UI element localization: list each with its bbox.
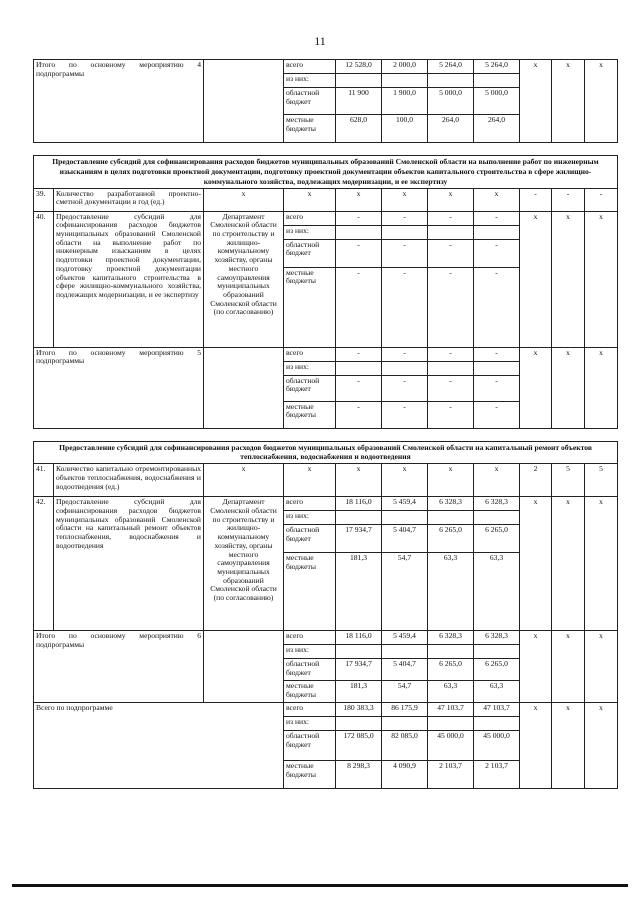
total6-label: Итого по основному мероприятию 6 подпрограммы: [34, 631, 204, 703]
table-cell: 6 328,3: [474, 497, 520, 511]
table-cell: 5 459,4: [382, 631, 428, 645]
table-cell: 1 900,0: [382, 88, 428, 115]
table-cell: 54,7: [382, 681, 428, 703]
table-cell: -: [336, 211, 382, 225]
table-cell: 2 103,7: [428, 761, 474, 789]
executor-cell: Департамент Смоленской области по строительству и жилищно-коммунальному хозяйству, органы местного самоуправления муниципальных образований Смоленской области (по согласованию): [204, 497, 284, 631]
unit-oblastnoy: областной бюджет: [284, 659, 336, 681]
table-cell: 181,3: [336, 681, 382, 703]
grand-vsego-row: [34, 703, 618, 717]
mark-cell: х: [520, 211, 552, 347]
unit-mestnye: местные бюджеты: [284, 401, 336, 428]
row-number: 41.: [34, 464, 54, 497]
table-cell: 180 383,3: [336, 703, 382, 717]
table-cell: х: [428, 188, 474, 211]
unit-iz-nih: из них:: [284, 717, 336, 731]
section-heading-6-row: [34, 441, 618, 464]
table-cell: 628,0: [336, 115, 382, 143]
table-cell: 5: [585, 464, 618, 497]
total5-vsego-row: [34, 347, 618, 361]
table-cell: х: [336, 464, 382, 497]
table-cell: -: [552, 188, 585, 211]
table-cell: 11 900: [336, 88, 382, 115]
table-cell: -: [585, 188, 618, 211]
total4-executor: [204, 60, 284, 143]
table-cell: -: [382, 347, 428, 361]
spacer-row: [34, 428, 618, 441]
table-cell: х: [284, 464, 336, 497]
table-cell: 17 934,7: [336, 659, 382, 681]
table-cell: -: [382, 211, 428, 225]
table-cell: -: [474, 267, 520, 347]
mark-cell: х: [585, 211, 618, 347]
mark-cell: х: [585, 497, 618, 631]
row-label: Количество капитально отремонтированных объектов теплоснабжения, водоснабжения и водоотведения (ед.): [54, 464, 204, 497]
unit-oblastnoy: областной бюджет: [284, 375, 336, 401]
row-label: Предоставление субсидий для софинансирования расходов бюджетов муниципальных образований Смоленской области на капитальный ремонт объектов теплоснабжения, водоснабжения и водоотведения: [54, 497, 204, 631]
mark-cell: х: [585, 703, 618, 789]
bottom-rule: [12, 884, 628, 887]
table-cell: -: [428, 267, 474, 347]
unit-mestnye: местные бюджеты: [284, 681, 336, 703]
table-cell: -: [474, 347, 520, 361]
table-cell: -: [428, 239, 474, 267]
row-41: [34, 464, 618, 497]
mark-cell: х: [520, 60, 552, 143]
mark-cell: х: [585, 631, 618, 703]
table-cell: х: [474, 188, 520, 211]
table-cell: 47 103,7: [474, 703, 520, 717]
table-cell: 54,7: [382, 553, 428, 631]
row-39: [34, 188, 618, 211]
table-cell: -: [474, 239, 520, 267]
table-cell: 6 265,0: [474, 659, 520, 681]
table-cell: 264,0: [474, 115, 520, 143]
table-cell: 5 404,7: [382, 525, 428, 553]
unit-oblastnoy: областной бюджет: [284, 239, 336, 267]
table-cell: -: [428, 375, 474, 401]
table-cell: -: [474, 375, 520, 401]
table-cell: 45 000,0: [428, 731, 474, 761]
mark-cell: х: [552, 60, 585, 143]
mark-cell: х: [552, 703, 585, 789]
table-cell: -: [382, 401, 428, 428]
table-cell: -: [428, 211, 474, 225]
total5-executor: [204, 347, 284, 428]
mark-cell: х: [552, 497, 585, 631]
mark-cell: х: [520, 703, 552, 789]
section-heading-5: Предоставление субсидий для софинансирования расходов бюджетов муниципальных образований Смоленской области на выполнение работ по инженерным изысканиям в целях подготовки проектной документации, подготовку проектной документации объектов капитального строительства в сфере жилищно-коммунального хозяйства, подлежащих модернизации, и ее экспертизу: [34, 156, 618, 189]
mark-cell: х: [520, 347, 552, 428]
table-cell: 82 085,0: [382, 731, 428, 761]
mark-cell: х: [520, 497, 552, 631]
table-cell: х: [284, 188, 336, 211]
mark-cell: х: [552, 631, 585, 703]
table-cell: х: [474, 464, 520, 497]
row-label: Предоставление субсидий для софинансирования расходов бюджетов муниципальных образований Смоленской области на выполнение работ по инженерным изысканиям в целях подготовки проектной документации, подготовку проектной документации объектов капитального строительства в сфере жилищно-коммунального хозяйства, подлежащих модернизации, и ее экспертизу: [54, 211, 204, 347]
executor-cell: Департамент Смоленской области по строительству и жилищно-коммунальному хозяйству, органы местного самоуправления муниципальных образований Смоленской области (по согласованию): [204, 211, 284, 347]
table-cell: 6 328,3: [474, 631, 520, 645]
table-cell: -: [474, 401, 520, 428]
table-cell: -: [336, 401, 382, 428]
table-cell: х: [204, 464, 284, 497]
table-cell: -: [428, 347, 474, 361]
section-heading-6: Предоставление субсидий для софинансирования расходов бюджетов муниципальных образований Смоленской области на капитальный ремонт объектов теплоснабжения, водоснабжения и водоотведения: [34, 441, 618, 464]
unit-iz-nih: из них:: [284, 361, 336, 375]
table-cell: х: [336, 188, 382, 211]
mark-cell: х: [552, 211, 585, 347]
total4-label: Итого по основному мероприятию 4 подпрограммы: [34, 60, 204, 143]
table-cell: 6 265,0: [428, 525, 474, 553]
table-cell: х: [382, 464, 428, 497]
table-cell: 86 175,9: [382, 703, 428, 717]
table-cell: 264,0: [428, 115, 474, 143]
table-cell: 45 000,0: [474, 731, 520, 761]
table-cell: 6 265,0: [474, 525, 520, 553]
table-cell: 2 000,0: [382, 60, 428, 74]
table-cell: 5 000,0: [428, 88, 474, 115]
table-cell: 12 528,0: [336, 60, 382, 74]
unit-iz-nih: из них:: [284, 225, 336, 239]
mark-cell: х: [552, 347, 585, 428]
table-cell: 8 298,3: [336, 761, 382, 789]
table-cell: 63,3: [474, 553, 520, 631]
table-cell: -: [520, 188, 552, 211]
section-heading-5-row: [34, 156, 618, 189]
table-cell: 63,3: [474, 681, 520, 703]
total6-vsego-row: [34, 631, 618, 645]
table-cell: -: [428, 401, 474, 428]
table-cell: 63,3: [428, 553, 474, 631]
row-number: 42.: [34, 497, 54, 631]
mark-cell: х: [520, 631, 552, 703]
unit-vsego: всего: [284, 497, 336, 511]
table-cell: -: [382, 375, 428, 401]
row-number: 40.: [34, 211, 54, 347]
table-cell: -: [382, 267, 428, 347]
unit-vsego: всего: [284, 347, 336, 361]
row-label: Количество разработанной проектно-сметной документации в год (ед.): [54, 188, 204, 211]
spacer-row: [34, 143, 618, 156]
unit-oblastnoy: областной бюджет: [284, 731, 336, 761]
unit-vsego: всего: [284, 211, 336, 225]
grand-total-label: Всего по подпрограмме: [34, 703, 284, 789]
table-cell: х: [428, 464, 474, 497]
table-cell: 172 085,0: [336, 731, 382, 761]
unit-oblastnoy: областной бюджет: [284, 88, 336, 115]
unit-mestnye: местные бюджеты: [284, 115, 336, 143]
table-cell: -: [336, 267, 382, 347]
table-cell: 5 000,0: [474, 88, 520, 115]
unit-mestnye: местные бюджеты: [284, 553, 336, 631]
table-cell: 18 116,0: [336, 631, 382, 645]
table-cell: 63,3: [428, 681, 474, 703]
table-cell: 6 328,3: [428, 631, 474, 645]
table-cell: 5: [552, 464, 585, 497]
table-cell: -: [474, 211, 520, 225]
table-cell: 5 264,0: [428, 60, 474, 74]
row-40-vsego: [34, 211, 618, 225]
table-cell: 5 404,7: [382, 659, 428, 681]
unit-vsego: всего: [284, 60, 336, 74]
total4-vsego-row: [34, 60, 618, 74]
table-cell: 4 090,9: [382, 761, 428, 789]
unit-mestnye: местные бюджеты: [284, 761, 336, 789]
table-cell: -: [382, 239, 428, 267]
table-cell: 181,3: [336, 553, 382, 631]
unit-oblastnoy: областной бюджет: [284, 525, 336, 553]
total6-executor: [204, 631, 284, 703]
table-cell: 100,0: [382, 115, 428, 143]
table-cell: 6 265,0: [428, 659, 474, 681]
table-cell: х: [382, 188, 428, 211]
mark-cell: х: [585, 347, 618, 428]
table-cell: -: [336, 375, 382, 401]
table-cell: 5 459,4: [382, 497, 428, 511]
table-cell: 17 934,7: [336, 525, 382, 553]
unit-iz-nih: из них:: [284, 645, 336, 659]
table-cell: х: [204, 188, 284, 211]
program-table: [33, 59, 618, 789]
table-cell: 2 103,7: [474, 761, 520, 789]
table-cell: -: [336, 347, 382, 361]
unit-vsego: всего: [284, 703, 336, 717]
total5-label: Итого по основному мероприятию 5 подпрограммы: [34, 347, 204, 428]
table-cell: 6 328,3: [428, 497, 474, 511]
table-cell: 18 116,0: [336, 497, 382, 511]
mark-cell: х: [585, 60, 618, 143]
unit-iz-nih: из них:: [284, 511, 336, 525]
table-cell: 5 264,0: [474, 60, 520, 74]
page-number: 11: [314, 34, 326, 48]
unit-mestnye: местные бюджеты: [284, 267, 336, 347]
row-number: 39.: [34, 188, 54, 211]
table-cell: 2: [520, 464, 552, 497]
table-cell: 47 103,7: [428, 703, 474, 717]
row-42-vsego: [34, 497, 618, 511]
unit-vsego: всего: [284, 631, 336, 645]
unit-iz-nih: из них:: [284, 74, 336, 88]
table-cell: -: [336, 239, 382, 267]
